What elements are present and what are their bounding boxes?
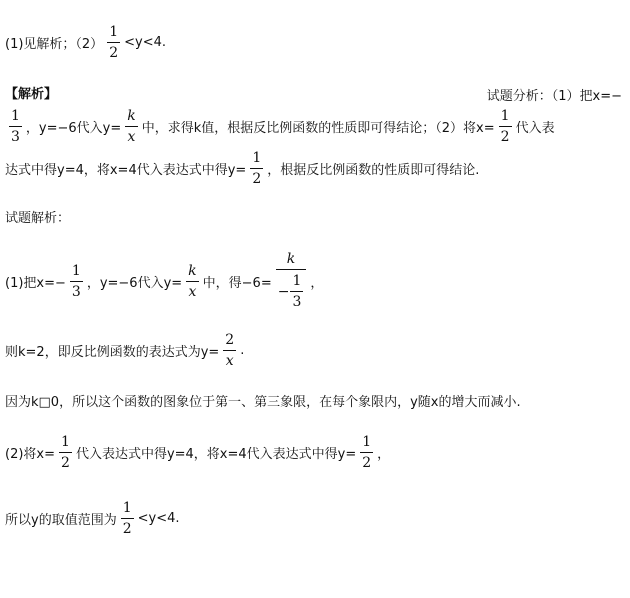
text-segment: (1)把x=− (5, 275, 66, 291)
text-segment: 中，得−6= (202, 275, 272, 291)
fraction-half: $\frac{1}{2}$ (61, 433, 70, 471)
text-segment: (2)将x= (5, 446, 56, 462)
text-segment: 所以y的取值范围为 (5, 512, 117, 528)
fraction-half: $\frac{1}{2}$ (122, 499, 132, 537)
fraction-half: $\frac{1}{2}$ (362, 433, 372, 471)
fraction-k-over-x: $\frac{k}{x}$ (127, 107, 136, 145)
fraction-2-over-x: $\frac{2}{x}$ (225, 331, 235, 369)
fraction-half: $\frac{1}{2}$ (109, 23, 119, 61)
text-segment: 中，求得k值，根据反比例函数的性质即可得结论；（2）将x= (141, 120, 495, 136)
fraction-third: $\frac{1}{3}$ (11, 107, 20, 145)
conclusion-line (5, 498, 180, 538)
text-segment: ， (310, 275, 324, 291)
solution-line-2 (5, 330, 244, 370)
analysis-line-2 (5, 106, 555, 146)
fraction-half: $\frac{1}{2}$ (252, 149, 262, 187)
text-segment: 达式中得y=4，将x=4代入表达式中得y= (5, 162, 247, 178)
solution-line-4 (5, 432, 390, 472)
text-segment: ，y=−6代入y= (86, 275, 183, 291)
analysis-intro: 试题分析：（1）把x=− (486, 89, 622, 104)
answer-line (5, 22, 166, 62)
text-segment: ，根据反比例函数的性质即可得结论. (267, 162, 480, 178)
analysis-label: 【解析】 (5, 86, 58, 102)
text-segment: 则k=2，即反比例函数的表达式为y= (5, 344, 220, 360)
text-segment: <y<4. (137, 510, 180, 526)
fraction-k-over-x: $\frac{k}{x}$ (188, 262, 197, 300)
solution-heading (5, 196, 70, 236)
analysis-line-3 (5, 148, 479, 188)
text-segment: 代入表达式中得y=4，将x=4代入表达式中得y= (75, 446, 357, 462)
text-segment: 因为k□0，所以这个函数的图象位于第一、第三象限，在每个象限内，y随x的增大而减小. (5, 394, 521, 410)
text-segment: ，y=−6代入y= (25, 120, 122, 136)
answer-range-tail: <y<4. (124, 34, 166, 50)
analysis-header (5, 74, 57, 110)
text-segment: . (240, 342, 245, 358)
solution-line-3 (5, 380, 521, 420)
fraction-third: $\frac{1}{3}$ (292, 273, 302, 310)
fraction-third: $\frac{1}{3}$ (71, 262, 81, 300)
solution-label: 试题解析： (5, 210, 71, 226)
complex-fraction: k − $\frac{1}{3}$ (276, 251, 307, 311)
solution-line-1 (5, 251, 324, 310)
text-segment: ， (377, 446, 391, 462)
fraction-half: $\frac{1}{2}$ (500, 107, 510, 145)
text-segment: 代入表 (515, 120, 555, 136)
answer-part1: (1)见解析；（2） (5, 36, 104, 52)
